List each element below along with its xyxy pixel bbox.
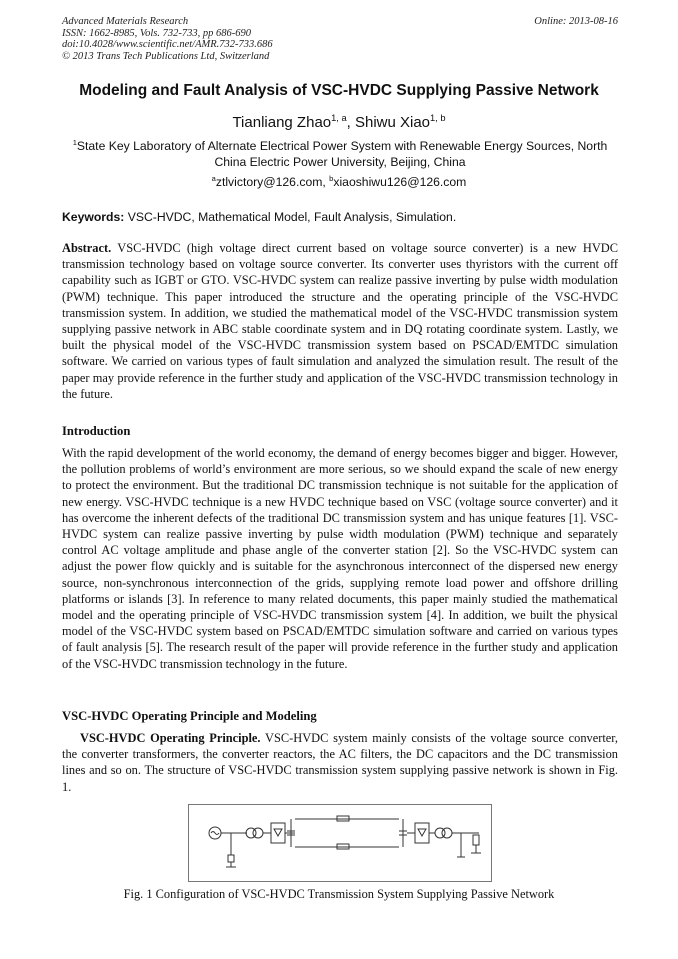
converter-2-icon (415, 823, 429, 843)
figure-1-caption: Fig. 1 Configuration of VSC-HVDC Transmission System Supplying Passive Network (123, 887, 555, 901)
abstract-label: Abstract. (62, 241, 112, 255)
email-a: ztlvictory@126.com, (215, 175, 330, 189)
author-1-name: Tianliang Zhao (232, 114, 332, 131)
journal-doi: doi:10.4028/www.scientific.net/AMR.732-733.686 (62, 39, 273, 50)
author-1-affiliation-mark: 1, a (331, 113, 347, 123)
journal-name: Advanced Materials Research (62, 16, 189, 27)
online-date: Online: 2013-08-16 (534, 16, 618, 27)
author-2-name: Shiwu Xiao (354, 114, 431, 131)
subsection-label: VSC-HVDC Operating Principle. (80, 731, 261, 745)
author-2-affiliation-mark: 1, b (430, 113, 446, 123)
section-heading-operating-principle: VSC-HVDC Operating Principle and Modeling (62, 709, 317, 723)
journal-issn: ISSN: 1662-8985, Vols. 732-733, pp 686-690 (62, 27, 251, 39)
abstract-text: VSC-HVDC (high voltage direct current based on voltage source converter) is a new HVDC transmission technology based on voltage source converter. Its converter uses thyristors with the current off capability such as IGBT or GTO. VSC-HVDC system can realize passive inverting by pulse width modulation (PWM) technique. This paper introduced the structure and the operating principle of the VSC-HVDC transmission system. In addition, we studied the mathematical model of the VSC-HVDC transmission system supplying passive network in ABC stable coordinate system and in DQ rotating coordinate system. Lastly, we built the physical model of the VSC-HVDC transmission system based on PSCAD/EMTDC simulation software. We carried on various types of fault simulation and analyzed the simulation result. The result of the paper may provide reference in the further study and application of the VSC-HVDC transmission technology in the future. (62, 241, 618, 401)
author-line (40, 114, 638, 131)
operating-principle-paragraph (62, 730, 618, 795)
affiliation (62, 138, 618, 170)
keywords-label: Keywords: (62, 210, 125, 224)
author-separator: , (346, 114, 355, 131)
abstract (62, 240, 618, 402)
keywords (62, 210, 618, 224)
figure-1-diagram (188, 804, 492, 882)
vsc-hvdc-configuration-diagram (189, 805, 491, 881)
email-b: xiaoshiwu126@126.com (333, 175, 467, 189)
email-a-mark: a (211, 173, 216, 183)
journal-header (62, 16, 618, 62)
converter-1-icon (271, 823, 285, 843)
author-emails (40, 175, 638, 189)
introduction-paragraph: With the rapid development of the world economy, the demand of energy becomes bigger and bigger. However, the pollution problems of world’s environment are more serious, so we should expand the scale of new energy to protect the environment. But the traditional DC transmission technique is not suitable for the application of new energy. VSC-HVDC technique is a new HVDC technique based on VSC (voltage source converter) and it has overcome the inherent defects of the traditional DC transmission system and has unique features [1]. VSC-HVDC system can realize passive inverting by pulse width modulation (PWM) technique and separately control AC voltage amplitude and phase angle of the converter station [2]. So the VSC-HVDC system can adjust the power flow quickly and is suitable for the asynchronous interconnect of the dispersed new energy source, non-synchronous interconnection of the grids, supplying remote load power and offshore drilling platforms or islands [3]. In reference to many related documents, this paper mainly studied the mathematical model and the operating principle of VSC-HVDC transmission system [4]. In addition, we built the physical model of the VSC-HVDC system based on PSCAD/EMTDC simulation software and carried on various types of fault analysis [5]. The research result of the paper will provide reference in the further study and application of the VSC-HVDC transmission technology in the future. (62, 446, 618, 671)
introduction-heading: Introduction (62, 424, 131, 438)
passive-load-icon (473, 835, 479, 845)
keywords-text: VSC-HVDC, Mathematical Model, Fault Analysis, Simulation. (124, 210, 457, 224)
journal-copyright: © 2013 Trans Tech Publications Ltd, Switzerland (62, 50, 270, 62)
paper-title: Modeling and Fault Analysis of VSC-HVDC Supplying Passive Network (79, 82, 599, 99)
affiliation-mark: 1 (72, 137, 77, 147)
operating-principle-text: VSC-HVDC system mainly consists of the voltage source converter, the converter transformers, the converter reactors, the AC filters, the DC capacitors and the DC transmission lines and so on. The structure of VSC-HVDC transmission system supplying passive network is shown in Fig. 1. (62, 731, 618, 794)
email-b-mark: b (329, 173, 334, 183)
affiliation-text: State Key Laboratory of Alternate Electrical Power System with Renewable Energy Sources, North China Electric Power University, Beijing, China (76, 139, 608, 169)
